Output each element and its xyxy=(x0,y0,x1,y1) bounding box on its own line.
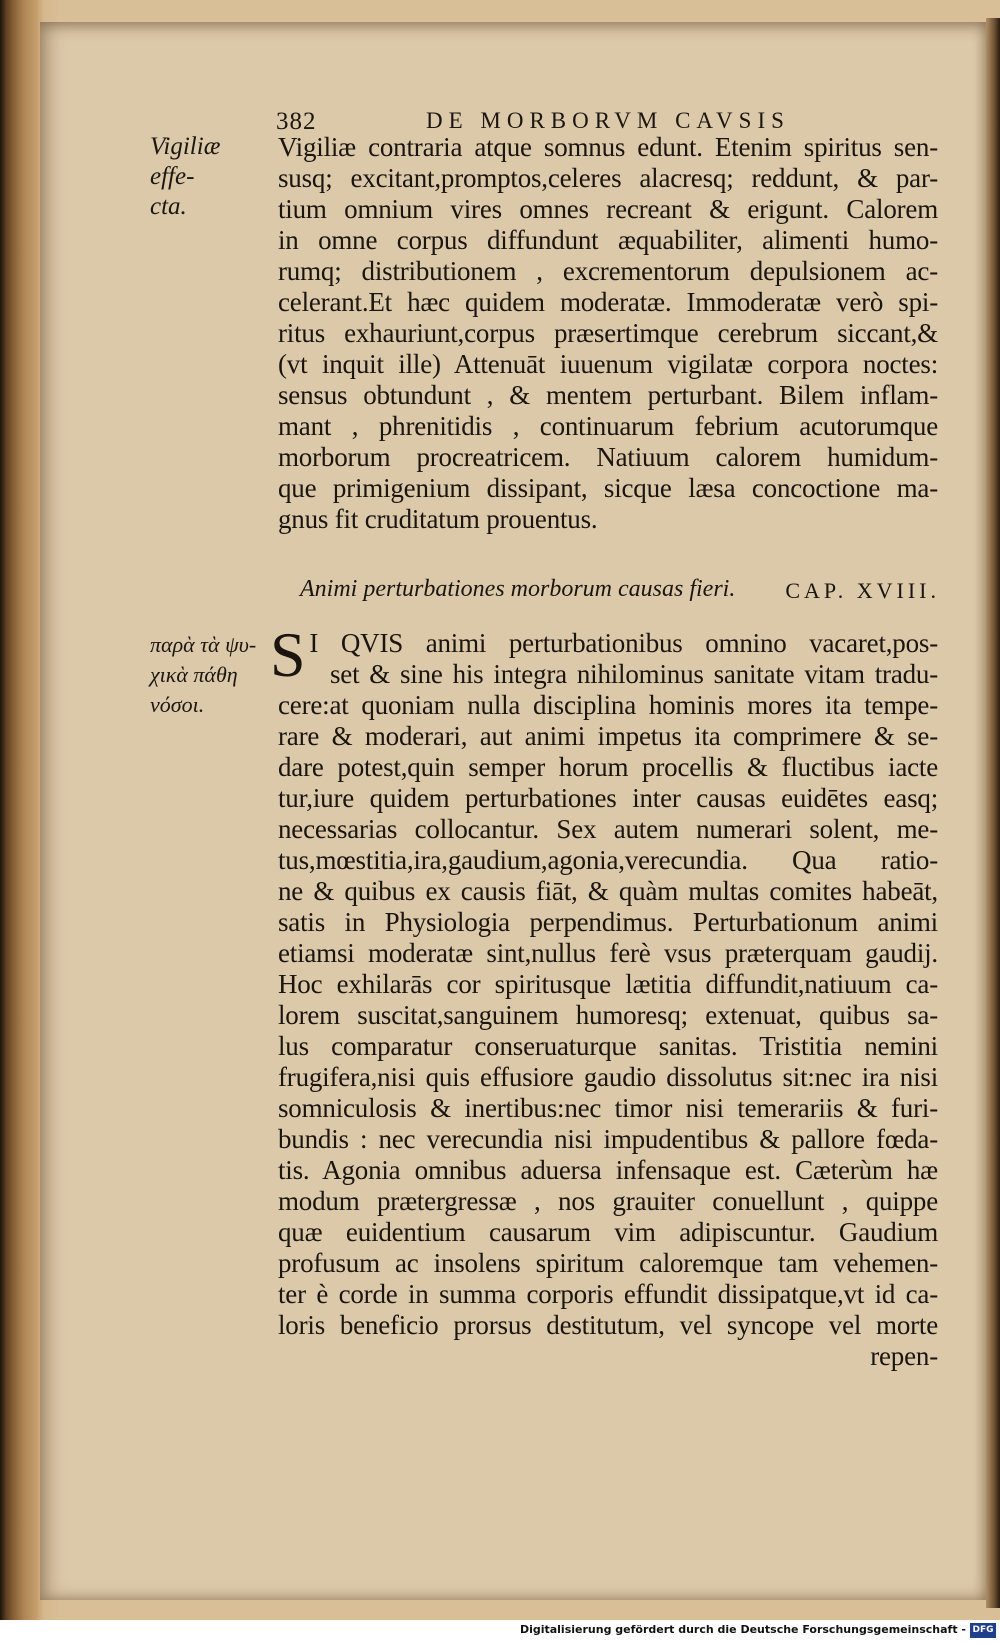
page-number: 382 xyxy=(276,108,317,135)
text-line: rumq; distributionem , excrementorum depulsionem ac- xyxy=(278,256,938,286)
footer-credit: Digitalisierung gefördert durch die Deutsche Forschungsgemeinschaft - xyxy=(519,1623,966,1636)
text-line: I QVIS animi perturbationibus omnino vacaret,pos- xyxy=(309,628,938,658)
text-line: susq; excitant,promptos,celeres alacresq; reddunt, & par- xyxy=(278,163,938,193)
text-line: celerant.Et hæc quidem moderatæ. Immoderatæ verò spi- xyxy=(278,287,938,317)
text-line: quæ euidentium causarum vim adipiscuntur. Gaudium xyxy=(278,1217,938,1247)
text-line: sensus obtundunt , & mentem perturbant. Bilem inflam- xyxy=(278,380,938,410)
text-line: necessarias collocantur. Sex autem numerari solent, me- xyxy=(278,814,938,844)
text-line: tium omnium vires omnes recreant & erigunt. Calorem xyxy=(278,194,938,224)
text-line: cere:at quoniam nulla disciplina hominis mores ita tempe- xyxy=(278,690,938,720)
margin-note-vigiliae xyxy=(150,132,270,222)
text-line: tur,iure quidem perturbationes inter causas euidētes easq; xyxy=(278,783,938,813)
text-line: ritus exhauriunt,corpus præsertimque cerebrum siccant,& xyxy=(278,318,938,348)
page-right-edge xyxy=(986,18,1000,1608)
text-line: etiamsi moderatæ sint,nullus ferè vsus præterquam gaudij. xyxy=(278,938,938,968)
margin-note-line: cta. xyxy=(150,193,187,220)
digitization-footer xyxy=(0,1620,1000,1643)
margin-note-line: παρὰ τὰ ψυ- xyxy=(150,632,257,657)
text-line: lus comparatur conseruaturque sanitas. Tristitia nemini xyxy=(278,1031,938,1061)
catchword: repen- xyxy=(870,1341,938,1371)
text-line: tis. Agonia omnibus aduersa infensaque est. Cæterùm hæ xyxy=(278,1155,938,1185)
text-line: modum prætergressæ , nos grauiter conuellunt , quippe xyxy=(278,1186,938,1216)
text-line: satis in Physiologia perpendimus. Perturbationum animi xyxy=(278,907,938,937)
text-line: (vt inquit ille) Attenuāt iuuenum vigilatæ corpora noctes: xyxy=(278,349,938,379)
text-line: ne & quibus ex causis fiāt, & quàm multas comites habeāt, xyxy=(278,876,938,906)
dfg-logo-icon: DFG xyxy=(970,1623,996,1638)
text-line: Vigiliæ contraria atque somnus edunt. Etenim spiritus sen- xyxy=(278,132,938,162)
text-line: bundis : nec verecundia nisi impudentibus & pallore fœda- xyxy=(278,1124,938,1154)
text-line: set & sine his integra nihilominus sanitate vitam tradu- xyxy=(330,659,938,689)
chapter-title: Animi perturbationes morborum causas fieri. xyxy=(300,576,736,602)
text-line: que primigenium dissipant, sicque læsa concoctione ma- xyxy=(278,473,938,503)
text-line: lorem suscitat,sanguinem humoresq; extenuat, quibus sa- xyxy=(278,1000,938,1030)
running-title: DE MORBORVM CAVSIS xyxy=(426,108,790,133)
text-line: dare potest,quin semper horum procellis & fluctibus iacte xyxy=(278,752,938,782)
text-line: frugifera,nisi quis effusiore gaudio dissolutus sit:nec ira nisi xyxy=(278,1062,938,1092)
text-line: morborum procreatricem. Natiuum calorem humidum- xyxy=(278,442,938,472)
text-line: profusum ac insolens spiritum caloremque tam vehemen- xyxy=(278,1248,938,1278)
text-line: Hoc exhilarās cor spiritusque lætitia diffundit,natiuum ca- xyxy=(278,969,938,999)
text-line: loris beneficio prorsus destitutum, vel syncope vel morte xyxy=(278,1310,938,1340)
margin-note-greek xyxy=(150,630,270,720)
margin-note-line: χικὰ πάθη xyxy=(150,662,238,687)
margin-note-line: Vigiliæ effe- xyxy=(150,133,221,190)
text-line: in omne corpus diffundunt æquabiliter, alimenti humo- xyxy=(278,225,938,255)
margin-note-line: νόσοι. xyxy=(150,692,205,717)
chapter-label: CAP. XVIII. xyxy=(785,578,940,603)
text-line: mant , phrenitidis , continuarum febrium acutorumque xyxy=(278,411,938,441)
text-line: rare & moderari, aut animi impetus ita comprimere & se- xyxy=(278,721,938,751)
text-line: ter è corde in summa corporis effundit dissipatque,vt id ca- xyxy=(278,1279,938,1309)
chapter-heading xyxy=(300,576,940,612)
text-line: somniculosis & inertibus:nec timor nisi temerariis & furi- xyxy=(278,1093,938,1123)
text-line: tus,mœstitia,ira,gaudium,agonia,verecundia. Qua ratio- xyxy=(278,845,938,875)
dropcap: S xyxy=(270,619,306,690)
text-line: gnus fit cruditatum prouentus. xyxy=(278,504,598,534)
